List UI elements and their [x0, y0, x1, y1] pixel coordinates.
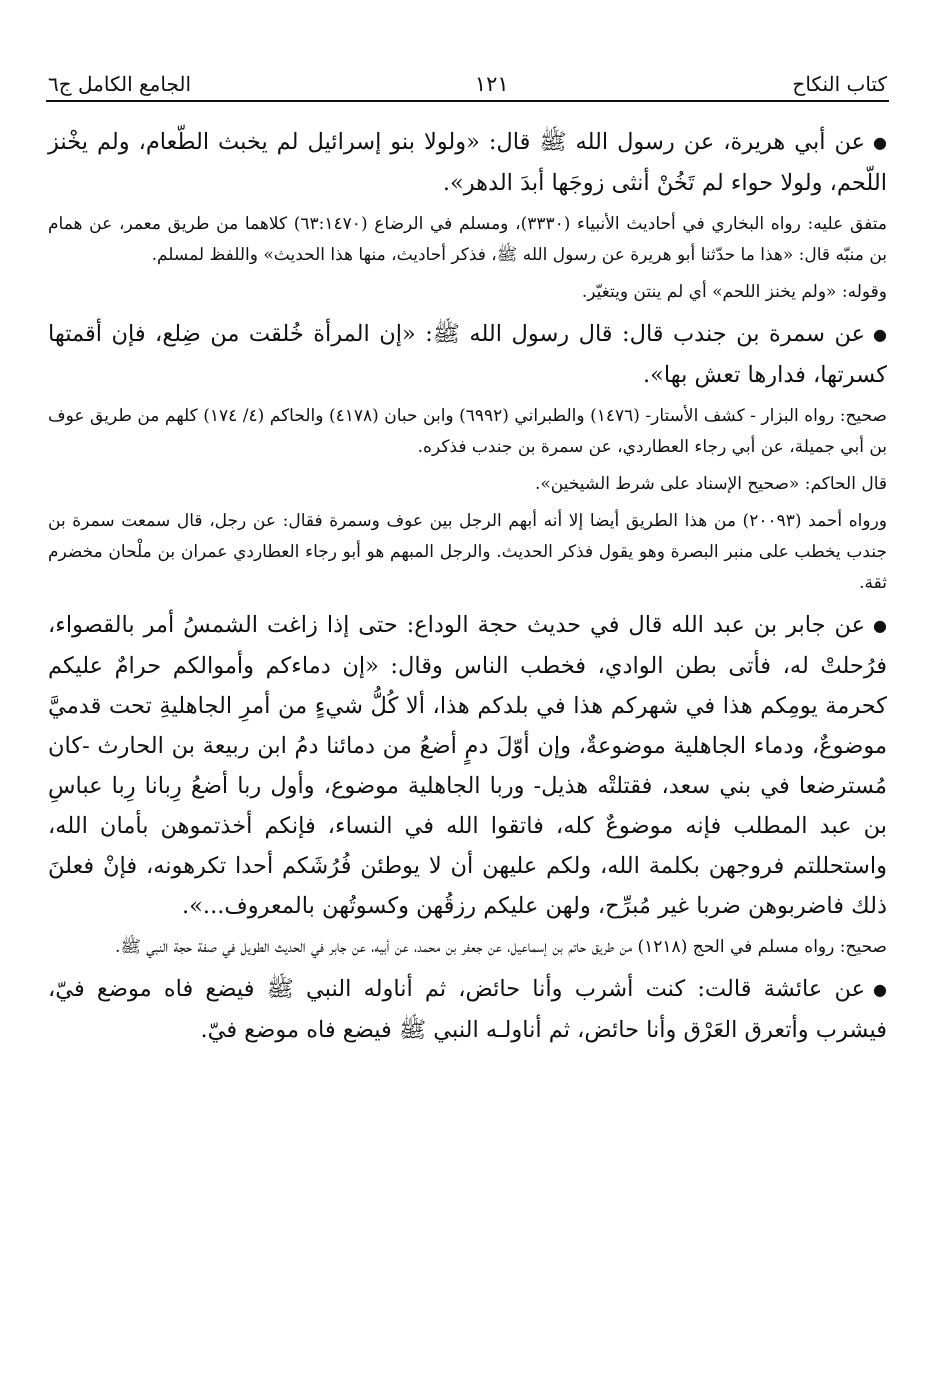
chapter-title: كتاب النكاح	[792, 72, 887, 96]
hadith-paragraph	[48, 122, 887, 203]
commentary-paragraph: متفق عليه: رواه البخاري في أحاديث الأنبياء (٣٣٣٠)، ومسلم في الرضاع (٦٣:١٤٧٠) كلاهما من طريق معمر، عن همام بن منبّه قال: «هذا ما حدّثنا أبو هريرة عن رسول الله ﷺ، فذكر أحاديث، منها هذا الحديث» واللفظ لمسلم.	[48, 214, 887, 265]
page-number: ١٢١	[474, 72, 509, 96]
page-body	[48, 122, 887, 1056]
bullet-icon: ●	[873, 980, 887, 999]
commentary-paragraph: صحيح: رواه مسلم في الحج (١٢١٨) من طريق حاتم بن إسماعيل، عن جعفر بن محمد، عن أبيه، عن جابر في الحديث الطويل في صفة حجة النبي ﷺ.	[114, 937, 887, 957]
header-divider	[46, 100, 889, 102]
commentary-paragraph: صحيح: رواه البزار - كشف الأستار- (١٤٧٦) والطبراني (٦٩٩٢) وابن حبان (٤١٧٨) والحاكم (٤/ ١٧٤) كلهم من طريق عوف بن أبي جميلة، عن أبي رجاء العطاردي، عن سمرة بن جندب فذكره.	[48, 406, 887, 457]
page-header	[48, 56, 887, 96]
hadith-text: عن جابر بن عبد الله قال في حديث حجة الوداع: حتى إذا زاغت الشمسُ أمر بالقصواء، فرُحلتْ له، فأتى بطن الوادي، فخطب الناس وقال: «إن دماءكم وأموالكم حرامٌ عليكم كحرمة يومِكم هذا في شهركم هذا في بلدكم هذا، ألا كُلُّ شيءٍ من أمرِ الجاهليةِ تحت قدميَّ موضوعٌ، ودماء الجاهلية موضوعةٌ، وإن أوّلَ دمٍ أضعُ من دمائنا دمُ ابن ربيعة بن الحارث -كان مُسترضعا في بني سعد، فقتلتْه هذيل- وربا الجاهلية موضوع، وأول ربا أضعُ رِبانا رِبا عباسِ بن عبد المطلب فإنه موضوعٌ كله، فاتقوا الله في النساء، فإنكم أخذتموهن بأمان الله، واستحللتم فروجهن بكلمة الله، ولكم عليهن أن لا يوطئن فُرُشَكم أحدا تكرهونه، فإنْ فعلنَ ذلك فاضربوهن ضربا غير مُبرِّح، ولهن عليكم رزقُهن وكسوتُهن بالمعروف...».	[48, 612, 887, 919]
commentary-paragraph: ورواه أحمد (٢٠٠٩٣) من هذا الطريق أيضا إلا أنه أبهم الرجل بين عوف وسمرة فقال: عن رجل، قال سمعت سمرة بن جندب يخطب على منبر البصرة وهو يقول فذكر الحديث. والرجل المبهم هو أبو رجاء العطاردي عمران بن ملْحان مخضرم ثقة.	[48, 511, 888, 593]
bullet-icon: ●	[873, 133, 887, 152]
hadith-text: عن أبي هريرة، عن رسول الله ﷺ قال: «ولولا بنو إسرائيل لم يخبث الطّعام، ولم يخْنز اللّحم، ولولا حواء لم تَخُنْ أنثى زوجَها أبدَ الدهر».	[48, 129, 887, 196]
hadith-text: عن عائشة قالت: كنت أشرب وأنا حائض، ثم أناوله النبي ﷺ فيضع فاه موضع فيّ، فيشرب وأتعرق العَرْق وأنا حائض، ثم أناولـه النبي ﷺ فيضع فاه موضع فيّ.	[48, 976, 887, 1043]
hadith-paragraph	[48, 969, 887, 1050]
book-title: الجامع الكامل ج٦	[48, 72, 192, 96]
hadith-paragraph	[48, 605, 887, 926]
commentary-paragraph: قال الحاكم: «صحيح الإسناد على شرط الشيخين».	[534, 474, 887, 494]
hadith-paragraph	[48, 314, 887, 395]
bullet-icon: ●	[873, 616, 887, 635]
bullet-icon: ●	[873, 325, 887, 344]
hadith-text: عن سمرة بن جندب قال: قال رسول الله ﷺ: «إن المرأة خُلقت من ضِلع، فإن أقمتها كسرتها، فدارها تعش بها».	[48, 321, 887, 388]
commentary-paragraph: وقوله: «ولم يخنز اللحم» أي لم ينتن ويتغيّر.	[581, 282, 887, 302]
